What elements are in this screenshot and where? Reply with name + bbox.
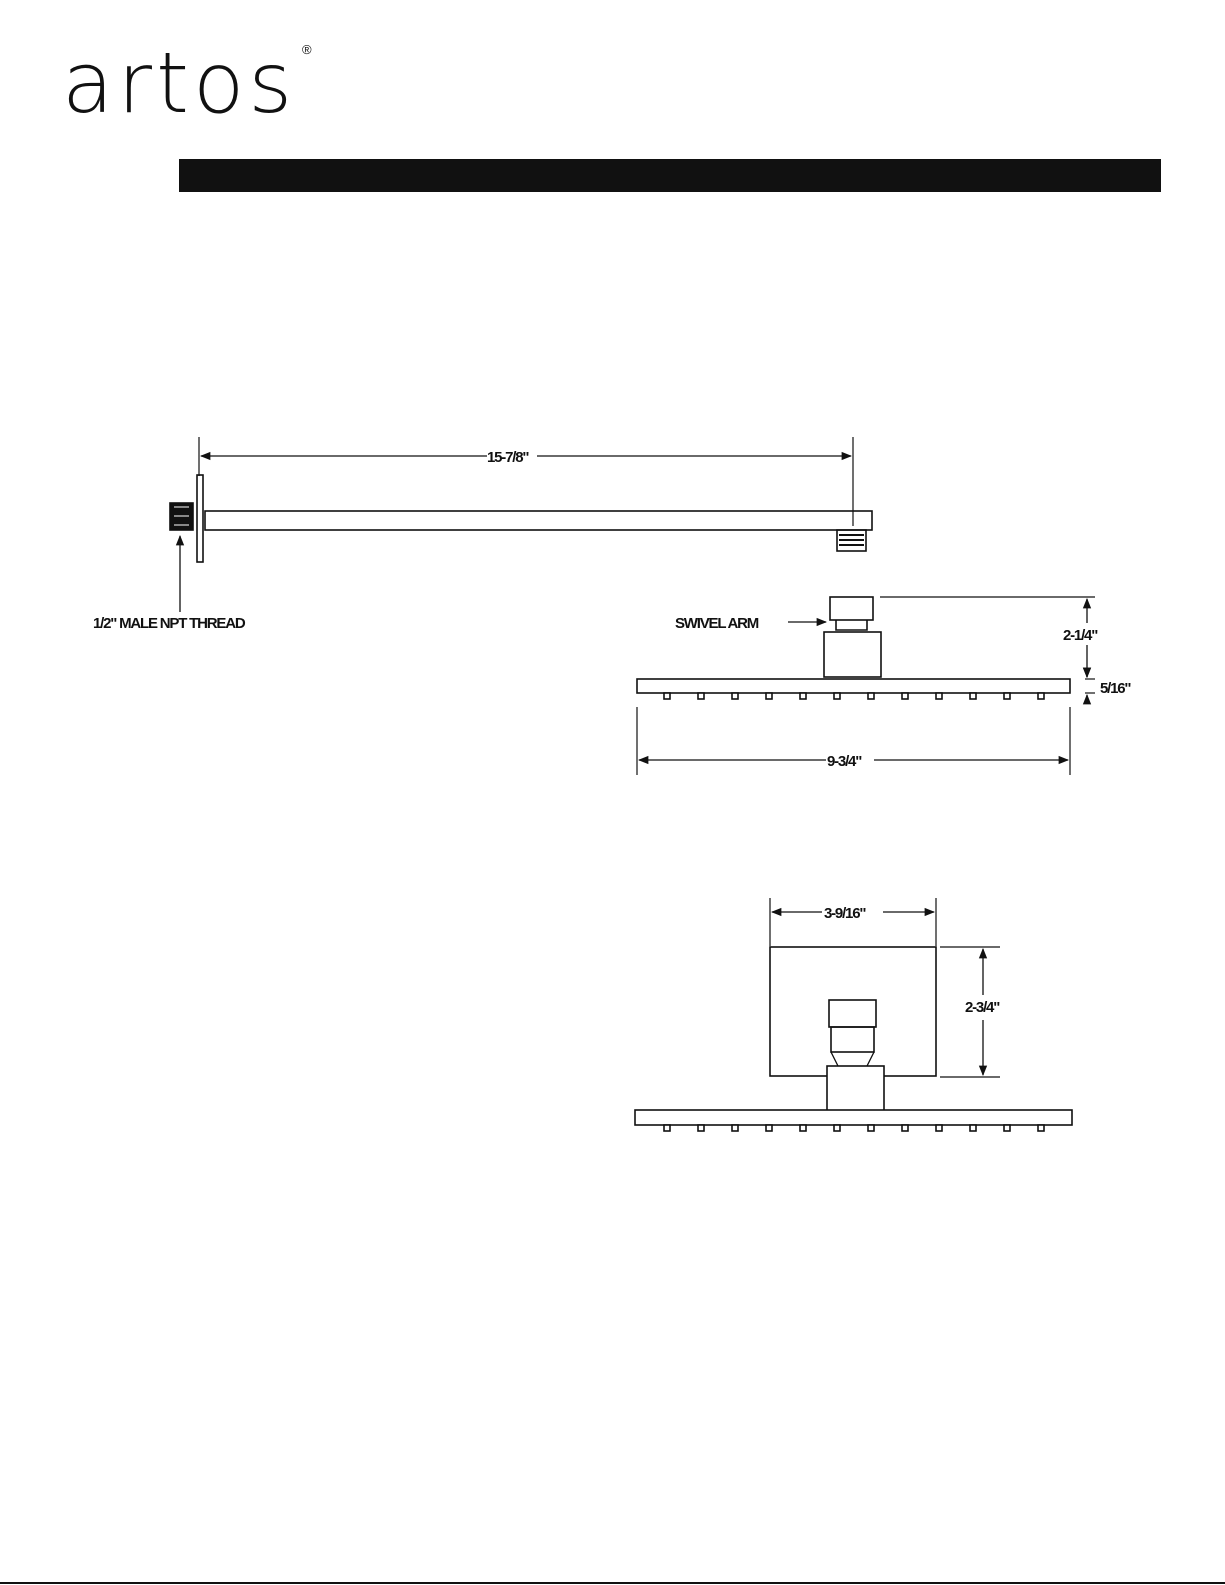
arm-body [205,511,872,530]
flange-view [635,898,1072,1131]
thickness-label: 5/16" [1100,680,1131,697]
height-label: 2-1/4" [1063,627,1098,644]
bottom-rule [0,1582,1225,1584]
width-label: 9-3/4" [827,753,862,770]
swivel-base [824,632,881,677]
flange-swivel-cap [829,1000,876,1027]
swivel-arm-label: SWIVEL ARM [675,615,759,632]
wall-flange [197,475,203,562]
flange-plate [770,947,936,1076]
arm-length-label: 15-7/8" [487,449,529,466]
nozzle-row [664,693,1044,699]
flange-swivel-base [827,1066,884,1111]
flange-height-label: 2-3/4" [965,999,1000,1016]
head-plate [637,679,1070,693]
logo-wordmark: artos [62,34,297,132]
registered-mark: ® [302,42,312,57]
flange-swivel-neck [831,1027,874,1052]
flange-width-label: 3-9/16" [824,905,866,922]
thread-label: 1/2" MALE NPT THREAD [93,615,245,632]
flange-head-plate [635,1110,1072,1125]
flange-nozzle-row [664,1125,1044,1131]
swivel-cap [830,597,873,620]
